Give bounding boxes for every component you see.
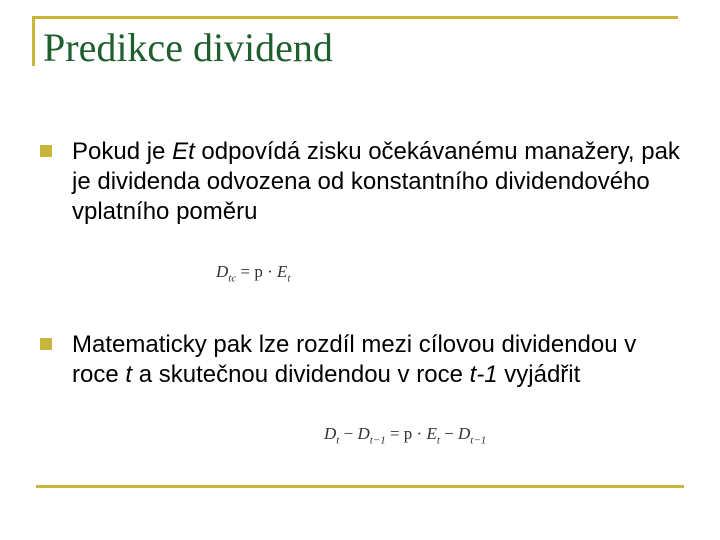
formula-dividend-difference: $D_t - D_{t-1} = p \cdot E_t - D_{t-1}$ [324,424,487,447]
formula-target-dividend: $D_{tc} = p \cdot E_t$ [216,262,291,285]
bullet-2-text: Matematicky pak lze rozdíl mezi cílovou dividendou v roce t a skutečnou dividendou v roce t-1 vyjádřit [72,331,637,388]
bullet-1 [40,137,682,227]
square-bullet-icon [40,338,52,350]
square-bullet-icon [40,145,52,157]
frame-top-line [32,16,678,19]
bullet-1-text: Pokud je Et odpovídá zisku očekávanému manažery, pak je dividenda odvozena od konstantního dividendového vplatního poměru [72,138,680,225]
frame-bottom-line [36,485,684,488]
frame-left-line [32,16,35,66]
bullet-2 [40,330,682,390]
slide-title: Predikce dividend [43,25,333,70]
